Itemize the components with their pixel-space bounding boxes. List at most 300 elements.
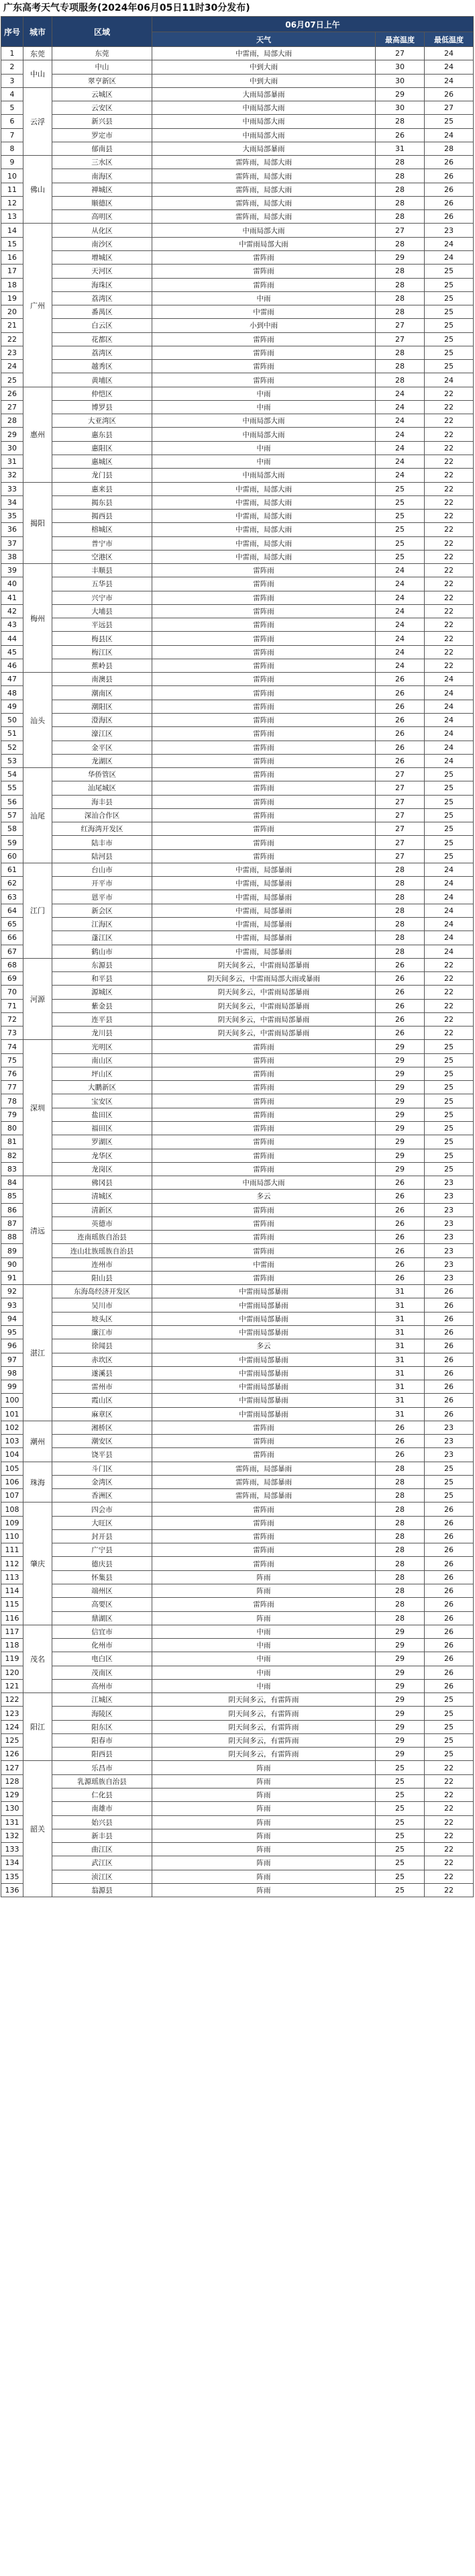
max-temp-cell: 25 [376,1802,425,1815]
min-temp-cell: 26 [425,1666,474,1679]
max-temp-cell: 25 [376,1856,425,1870]
city-cell: 河源 [23,958,52,1040]
weather-cell: 雷阵雨 [152,1435,376,1448]
weather-cell: 阵雨 [152,1815,376,1829]
row-seq: 81 [1,1135,23,1149]
row-seq: 69 [1,972,23,986]
row-seq: 23 [1,346,23,359]
max-temp-cell: 26 [376,1271,425,1284]
area-cell: 濠江区 [52,727,152,741]
area-cell: 华侨管区 [52,768,152,781]
row-seq: 128 [1,1774,23,1788]
table-row [1,1067,474,1080]
min-temp-cell: 22 [425,1883,474,1897]
city-cell: 珠海 [23,1462,52,1502]
weather-cell: 雷阵雨 [152,822,376,836]
table-row [1,74,474,87]
weather-cell: 雷阵雨 [152,645,376,659]
area-cell: 雷州市 [52,1380,152,1394]
weather-cell: 雷阵雨 [152,836,376,849]
area-cell: 四会市 [52,1502,152,1516]
header-min-temp: 最低温度 [425,32,474,47]
weather-cell: 中雨局部大雨 [152,1176,376,1190]
area-cell: 阳西县 [52,1748,152,1761]
area-cell: 汕尾城区 [52,781,152,795]
weather-cell: 雷阵雨 [152,1149,376,1162]
area-cell: 南沙区 [52,237,152,250]
weather-cell: 中雷雨，局部暴雨 [152,904,376,917]
row-seq: 7 [1,128,23,142]
table-row [1,1312,474,1325]
area-cell: 黄埔区 [52,373,152,387]
area-cell: 坡头区 [52,1312,152,1325]
weather-cell: 中雷雨 [152,305,376,319]
min-temp-cell: 26 [425,1543,474,1557]
table-row [1,441,474,455]
row-seq: 21 [1,319,23,332]
row-seq: 99 [1,1380,23,1394]
row-seq: 72 [1,1012,23,1026]
min-temp-cell: 22 [425,414,474,428]
row-seq: 53 [1,754,23,767]
max-temp-cell: 31 [376,1325,425,1339]
max-temp-cell: 31 [376,1407,425,1421]
row-seq: 117 [1,1625,23,1638]
row-seq: 116 [1,1611,23,1625]
min-temp-cell: 22 [425,387,474,400]
header-area: 区域 [52,17,152,47]
max-temp-cell: 29 [376,1625,425,1638]
max-temp-cell: 28 [376,291,425,305]
max-temp-cell: 26 [376,1190,425,1203]
table-row [1,1217,474,1230]
max-temp-cell: 29 [376,1733,425,1747]
row-seq: 90 [1,1257,23,1271]
table-row [1,1502,474,1516]
city-cell: 阳江 [23,1693,52,1761]
max-temp-cell: 31 [376,1366,425,1380]
weather-cell: 雷阵雨，局部大雨 [152,183,376,196]
weather-cell: 大雨局部暴雨 [152,142,376,155]
min-temp-cell: 25 [425,1108,474,1121]
area-cell: 阳东区 [52,1720,152,1733]
min-temp-cell: 22 [425,1012,474,1026]
row-seq: 94 [1,1312,23,1325]
table-row [1,1720,474,1733]
row-seq: 54 [1,768,23,781]
city-cell: 韶关 [23,1761,52,1897]
weather-cell: 小到中雨 [152,319,376,332]
min-temp-cell: 24 [425,700,474,713]
min-temp-cell: 24 [425,727,474,741]
table-row [1,196,474,209]
area-cell: 香洲区 [52,1489,152,1502]
min-temp-cell: 22 [425,632,474,645]
max-temp-cell: 26 [376,1217,425,1230]
min-temp-cell: 24 [425,931,474,945]
max-temp-cell: 28 [376,877,425,890]
max-temp-cell: 28 [376,1543,425,1557]
table-row [1,1231,474,1244]
area-cell: 信宜市 [52,1625,152,1638]
weather-cell: 雷阵雨 [152,1271,376,1284]
row-seq: 112 [1,1557,23,1570]
max-temp-cell: 25 [376,1870,425,1883]
min-temp-cell: 25 [425,1149,474,1162]
area-cell: 丰顺县 [52,564,152,577]
min-temp-cell: 25 [425,265,474,278]
row-seq: 50 [1,714,23,727]
max-temp-cell: 28 [376,1462,425,1475]
weather-cell: 中雨 [152,1666,376,1679]
min-temp-cell: 26 [425,1516,474,1529]
max-temp-cell: 26 [376,673,425,686]
weather-cell: 中雨 [152,1625,376,1638]
table-row [1,495,474,509]
max-temp-cell: 29 [376,1108,425,1121]
max-temp-cell: 28 [376,1598,425,1611]
weather-cell: 雷阵雨 [152,591,376,604]
max-temp-cell: 26 [376,1027,425,1040]
table-row [1,1516,474,1529]
max-temp-cell: 27 [376,332,425,346]
row-seq: 63 [1,890,23,904]
weather-cell: 中雷雨局部暴雨 [152,1298,376,1312]
area-cell: 龙岗区 [52,1162,152,1176]
weather-cell: 雷阵雨 [152,781,376,795]
area-cell: 霞山区 [52,1394,152,1407]
table-row [1,1489,474,1502]
table-row [1,1625,474,1638]
area-cell: 遂溪县 [52,1366,152,1380]
weather-cell: 中雷雨，局部暴雨 [152,945,376,958]
area-cell: 廉江市 [52,1325,152,1339]
weather-cell: 雷阵雨 [152,604,376,618]
min-temp-cell: 23 [425,224,474,237]
area-cell: 海珠区 [52,278,152,291]
table-row [1,142,474,155]
table-row [1,387,474,400]
min-temp-cell: 22 [425,1856,474,1870]
max-temp-cell: 27 [376,768,425,781]
weather-cell: 中雨 [152,400,376,414]
row-seq: 62 [1,877,23,890]
area-cell: 大亚湾区 [52,414,152,428]
weather-cell: 中雷雨，局部暴雨 [152,931,376,945]
weather-cell: 中雷雨局部暴雨 [152,1312,376,1325]
max-temp-cell: 29 [376,1040,425,1053]
row-seq: 71 [1,999,23,1012]
area-cell: 鼎湖区 [52,1611,152,1625]
area-cell: 梅县区 [52,632,152,645]
table-row [1,1094,474,1108]
table-row [1,1543,474,1557]
row-seq: 67 [1,945,23,958]
weather-cell: 阴天间多云，有雷阵雨 [152,1720,376,1733]
row-seq: 16 [1,250,23,264]
weather-cell: 中雷雨，局部大雨 [152,510,376,523]
area-cell: 陆丰市 [52,836,152,849]
max-temp-cell: 29 [376,1679,425,1692]
min-temp-cell: 22 [425,1027,474,1040]
min-temp-cell: 22 [425,1774,474,1788]
weather-cell: 中雷雨，局部大雨 [152,550,376,563]
max-temp-cell: 28 [376,237,425,250]
table-row [1,1244,474,1257]
weather-cell: 阵雨 [152,1829,376,1842]
table-row [1,1815,474,1829]
min-temp-cell: 22 [425,536,474,550]
weather-cell: 中雨局部大雨 [152,101,376,115]
area-cell: 大鹏新区 [52,1081,152,1094]
weather-cell: 中雨 [152,1679,376,1692]
weather-cell: 雷阵雨 [152,265,376,278]
area-cell: 翁源县 [52,1883,152,1897]
max-temp-cell: 25 [376,1815,425,1829]
min-temp-cell: 24 [425,373,474,387]
table-row [1,210,474,224]
max-temp-cell: 24 [376,591,425,604]
weather-cell: 雷阵雨 [152,768,376,781]
min-temp-cell: 25 [425,849,474,863]
area-cell: 饶平县 [52,1448,152,1462]
table-row [1,1257,474,1271]
row-seq: 120 [1,1666,23,1679]
min-temp-cell: 22 [425,428,474,441]
table-row [1,918,474,931]
min-temp-cell: 25 [425,836,474,849]
min-temp-cell: 26 [425,1298,474,1312]
max-temp-cell: 31 [376,1394,425,1407]
table-row [1,945,474,958]
max-temp-cell: 25 [376,523,425,536]
row-seq: 42 [1,604,23,618]
weather-cell: 雷阵雨，局部大雨 [152,156,376,169]
min-temp-cell: 26 [425,1611,474,1625]
weather-cell: 中雨 [152,1639,376,1652]
weather-cell: 雷阵雨 [152,346,376,359]
row-seq: 89 [1,1244,23,1257]
row-seq: 74 [1,1040,23,1053]
row-seq: 11 [1,183,23,196]
weather-table [1,16,474,1897]
max-temp-cell: 29 [376,1748,425,1761]
max-temp-cell: 29 [376,250,425,264]
city-cell: 茂名 [23,1625,52,1692]
min-temp-cell: 22 [425,1788,474,1802]
table-row [1,1856,474,1870]
table-row [1,1843,474,1856]
max-temp-cell: 26 [376,958,425,971]
weather-cell: 中雷雨，局部大雨 [152,47,376,60]
row-seq: 80 [1,1121,23,1135]
row-seq: 24 [1,360,23,373]
row-seq: 60 [1,849,23,863]
area-cell: 东源县 [52,958,152,971]
table-row [1,1203,474,1217]
row-seq: 109 [1,1516,23,1529]
area-cell: 郁南县 [52,142,152,155]
table-row [1,1298,474,1312]
area-cell: 空港区 [52,550,152,563]
weather-cell: 雷阵雨 [152,1067,376,1080]
min-temp-cell: 23 [425,1257,474,1271]
max-temp-cell: 28 [376,918,425,931]
area-cell: 连州市 [52,1257,152,1271]
table-row [1,1149,474,1162]
area-cell: 梅江区 [52,645,152,659]
row-seq: 76 [1,1067,23,1080]
min-temp-cell: 26 [425,210,474,224]
row-seq: 19 [1,291,23,305]
row-seq: 55 [1,781,23,795]
area-cell: 坪山区 [52,1067,152,1080]
area-cell: 德庆县 [52,1557,152,1570]
min-temp-cell: 25 [425,1162,474,1176]
header-seq: 序号 [1,17,23,47]
area-cell: 陆河县 [52,849,152,863]
max-temp-cell: 26 [376,1012,425,1026]
area-cell: 番禺区 [52,305,152,319]
max-temp-cell: 26 [376,1231,425,1244]
row-seq: 100 [1,1394,23,1407]
min-temp-cell: 22 [425,972,474,986]
row-seq: 46 [1,659,23,672]
area-cell: 蓬江区 [52,931,152,945]
min-temp-cell: 25 [425,1067,474,1080]
min-temp-cell: 25 [425,1081,474,1094]
table-row [1,727,474,741]
min-temp-cell: 25 [425,1733,474,1747]
area-cell: 佛冈县 [52,1176,152,1190]
weather-cell: 雷阵雨 [152,700,376,713]
row-seq: 4 [1,87,23,101]
min-temp-cell: 26 [425,1570,474,1584]
table-row [1,686,474,700]
area-cell: 江海区 [52,918,152,931]
table-row [1,577,474,591]
table-row [1,958,474,971]
area-cell: 麻章区 [52,1407,152,1421]
row-seq: 82 [1,1149,23,1162]
table-body [1,47,474,1897]
row-seq: 52 [1,741,23,754]
weather-cell: 雷阵雨 [152,659,376,672]
area-cell: 从化区 [52,224,152,237]
min-temp-cell: 24 [425,714,474,727]
max-temp-cell: 26 [376,741,425,754]
weather-cell: 雷阵雨 [152,1231,376,1244]
row-seq: 66 [1,931,23,945]
max-temp-cell: 28 [376,210,425,224]
max-temp-cell: 26 [376,1448,425,1462]
row-seq: 134 [1,1856,23,1870]
area-cell: 电白区 [52,1652,152,1666]
max-temp-cell: 30 [376,74,425,87]
weather-cell: 雷阵雨 [152,1081,376,1094]
weather-cell: 雷阵雨 [152,278,376,291]
table-row [1,455,474,468]
max-temp-cell: 31 [376,1380,425,1394]
max-temp-cell: 27 [376,808,425,822]
weather-cell: 阴天间多云，中雷雨局部暴雨 [152,999,376,1012]
weather-cell: 雷阵雨 [152,808,376,822]
row-seq: 77 [1,1081,23,1094]
city-cell: 揭阳 [23,482,52,564]
min-temp-cell: 24 [425,754,474,767]
row-seq: 14 [1,224,23,237]
table-row [1,999,474,1012]
row-seq: 10 [1,169,23,183]
city-cell: 梅州 [23,564,52,673]
area-cell: 大埔县 [52,604,152,618]
row-seq: 123 [1,1707,23,1720]
area-cell: 武江区 [52,1856,152,1870]
row-seq: 30 [1,441,23,455]
row-seq: 125 [1,1733,23,1747]
row-seq: 126 [1,1748,23,1761]
weather-cell: 阴天间多云，有雷阵雨 [152,1693,376,1707]
row-seq: 84 [1,1176,23,1190]
row-seq: 124 [1,1720,23,1733]
weather-cell: 中雨 [152,441,376,455]
row-seq: 64 [1,904,23,917]
row-seq: 40 [1,577,23,591]
table-row [1,1108,474,1121]
max-temp-cell: 28 [376,1611,425,1625]
weather-cell: 中雷雨，局部大雨 [152,495,376,509]
weather-cell: 阵雨 [152,1774,376,1788]
max-temp-cell: 26 [376,986,425,999]
row-seq: 98 [1,1366,23,1380]
min-temp-cell: 25 [425,1693,474,1707]
table-row [1,319,474,332]
min-temp-cell: 22 [425,441,474,455]
table-row [1,741,474,754]
weather-cell: 雷阵雨 [152,1557,376,1570]
weather-cell: 阴天间多云，中雷雨局部暴雨 [152,1027,376,1040]
table-row [1,224,474,237]
max-temp-cell: 29 [376,1693,425,1707]
table-row [1,265,474,278]
city-cell: 汕尾 [23,768,52,863]
table-row [1,1761,474,1774]
area-cell: 普宁市 [52,536,152,550]
weather-cell: 中雨 [152,291,376,305]
min-temp-cell: 22 [425,618,474,632]
weather-cell: 雷阵雨 [152,564,376,577]
max-temp-cell: 25 [376,1883,425,1897]
max-temp-cell: 24 [376,577,425,591]
area-cell: 惠东县 [52,428,152,441]
row-seq: 92 [1,1285,23,1298]
max-temp-cell: 29 [376,87,425,101]
row-seq: 97 [1,1353,23,1366]
area-cell: 三水区 [52,156,152,169]
weather-cell: 雷阵雨 [152,332,376,346]
max-temp-cell: 29 [376,1094,425,1108]
min-temp-cell: 25 [425,1121,474,1135]
area-cell: 海丰县 [52,795,152,808]
min-temp-cell: 26 [425,1529,474,1543]
area-cell: 阳山县 [52,1271,152,1284]
area-cell: 兴宁市 [52,591,152,604]
weather-cell: 雷阵雨 [152,1244,376,1257]
row-seq: 2 [1,60,23,74]
weather-cell: 雷阵雨 [152,1121,376,1135]
row-seq: 48 [1,686,23,700]
table-row [1,47,474,60]
